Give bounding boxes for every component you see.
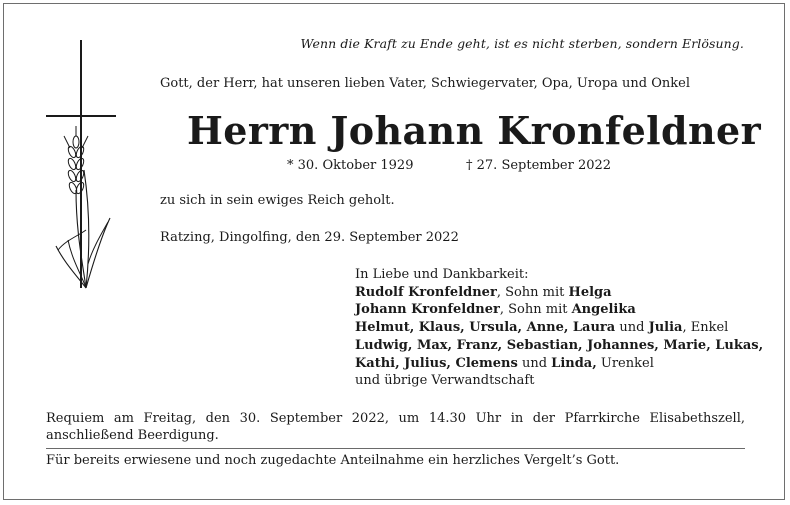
mourner-line: Johann Kronfeldner, Sohn mit Angelika <box>355 302 636 318</box>
requiem-text: Requiem am Freitag, den 30. September 2022, um 14.30 Uhr in der Pfarrkirche Elisabethszell, anschließend Beerdigung. <box>46 411 745 443</box>
mourners-heading: In Liebe und Dankbarkeit: <box>355 267 529 282</box>
mourners-block <box>355 266 763 390</box>
mourner-line: Kathi, Julius, Clemens und Linda, Urenkel <box>355 355 654 371</box>
deceased-name: Herrn Johann Kronfeldner <box>187 108 762 153</box>
divider <box>46 448 745 449</box>
taken-home-text: zu sich in sein ewiges Reich geholt. <box>160 193 395 208</box>
death-date: † 27. September 2022 <box>466 158 612 173</box>
birth-date: * 30. Oktober 1929 <box>287 158 414 173</box>
place-date: Ratzing, Dingolfing, den 29. September 2022 <box>160 230 459 245</box>
mourner-line: und übrige Verwandtschaft <box>355 373 535 389</box>
motto: Wenn die Kraft zu Ende geht, ist es nicht sterben, sondern Erlösung. <box>300 36 744 51</box>
mourner-line: Rudolf Kronfeldner, Sohn mit Helga <box>355 284 612 300</box>
intro-text: Gott, der Herr, hat unseren lieben Vater, Schwiegervater, Opa, Uropa und Onkel <box>160 76 691 91</box>
mourner-line: Helmut, Klaus, Ursula, Anne, Laura und Julia, Enkel <box>355 320 729 336</box>
mourner-line: Ludwig, Max, Franz, Sebastian, Johannes, Marie, Lukas, <box>355 337 764 353</box>
cross-with-wheat-icon <box>46 40 126 300</box>
closing-text: Für bereits erwiesene und noch zugedachte Anteilnahme ein herzliches Vergelt’s Gott. <box>46 453 620 468</box>
